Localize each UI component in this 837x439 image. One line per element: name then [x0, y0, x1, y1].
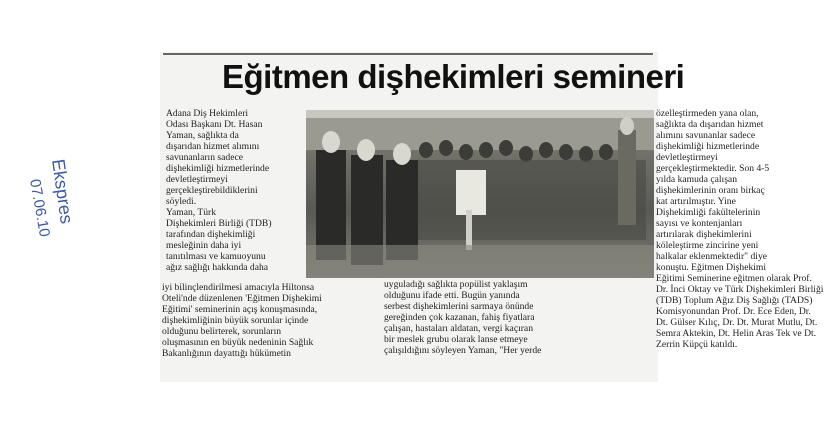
article-line: gereğinden çok kazanan, fahiş fiyatlara	[384, 312, 535, 323]
stamp-publication: Ekspres	[48, 157, 77, 225]
top-rule	[163, 53, 653, 55]
article-line: çalışıldığını söyleyen Yaman, "Her yerde	[384, 345, 542, 356]
article-line: dişhekimlerinin oranı birkaç	[656, 185, 765, 196]
article-line: halkalar eklenmektedir" diye	[656, 251, 767, 262]
article-line: özelleştirmeden yana olan,	[656, 108, 759, 119]
article-column-1	[166, 108, 304, 273]
article-line: iyi bilinçlendirilmesi amacıyla Hiltonsa	[162, 282, 315, 293]
article-line: dişhekimliği hizmetlerinde	[656, 141, 760, 152]
article-line: dişhekimliği hizmetlerinde	[166, 163, 270, 174]
article-line: Dt. Gülser Kılıç, Dr. Dt. Murat Mutlu, Dt.	[656, 317, 818, 328]
article-line: tanıtılması ve kamuoyunu	[166, 251, 266, 262]
article-line: (TDB) Toplum Ağız Diş Sağlığı (TADS)	[656, 295, 813, 306]
article-column-1-continued	[162, 282, 382, 359]
article-line: bir meslek grubu olarak lanse etmeye	[384, 334, 528, 345]
article-line: Komisyonundan Prof. Dr. Ece Eden, Dr.	[656, 306, 811, 317]
article-line: olduğunu belirterek, sorunların	[162, 326, 282, 337]
article-line: Semra Aktekin, Dt. Helin Aras Tek ve Dt.	[656, 328, 817, 339]
article-headline: Eğitmen dişhekimleri semineri	[222, 58, 685, 95]
article-line: devletleştirmeyi	[166, 174, 228, 185]
article-line: serbest dişhekimlerini sarmaya önünde	[384, 301, 534, 312]
article-line: Zerrin Küpçü katıldı.	[656, 339, 738, 350]
article-line: dişhekimliğinin büyük sorunlar içinde	[162, 315, 309, 326]
article-line: Dişhekimleri Birliği (TDB)	[166, 218, 272, 229]
article-line: olduğunu ifade etti. Bugün yanında	[384, 290, 520, 301]
article-line: Bakanlığının dayattığı hükümetin	[162, 348, 291, 359]
article-line: tarafından dişhekimliği	[166, 229, 256, 240]
article-line: yılda kamuda çalışan	[656, 174, 737, 185]
article-line: gerçekleştirmektedir. Son 4-5	[656, 163, 770, 174]
article-line: çalışan, hastaları aldatan, vergi kaçıran	[384, 323, 533, 334]
article-line: mesleğinin daha iyi	[166, 240, 242, 251]
article-line: Yaman, Türk	[166, 207, 217, 218]
stamp-date: 07.06.10	[26, 177, 53, 239]
article-line: Adana Diş Hekimleri	[166, 108, 249, 119]
article-line: ağız sağlığı hakkında daha	[166, 262, 269, 273]
article-column-3	[656, 108, 824, 350]
article-line: Eğitimi Seminerine eğitmen olarak Prof.	[656, 273, 812, 284]
article-line: sağlıkta da dışarıdan hizmet	[656, 119, 764, 130]
article-line: kat artırılmıştır. Yine	[656, 196, 736, 207]
article-line: dışarıdan hizmet alımını	[166, 141, 260, 152]
handwritten-stamp	[22, 150, 82, 290]
article-line: konuştu. Eğitmen Dişhekimi	[656, 262, 767, 273]
article-line: devletleştirmeyi	[656, 152, 718, 163]
article-line: artırılarak dişhekimlerini	[656, 229, 752, 240]
article-line: Odası Başkanı Dt. Hasan	[166, 119, 263, 130]
article-line: sayısı ve kontenjanları	[656, 218, 743, 229]
article-line: uyguladığı sağlıkta popülist yaklaşım	[384, 279, 528, 290]
article-line: Yaman, sağlıkta da	[166, 130, 239, 141]
article-line: Eğitimi' seminerinin açış konuşmasında,	[162, 304, 318, 315]
seminar-photo	[306, 110, 654, 278]
article-line: alımını savunanlar sadece	[656, 130, 756, 141]
article-line: oluşmasının en büyük nedeninin Sağlık	[162, 337, 314, 348]
article-line: söyledi.	[166, 196, 197, 207]
article-line: savunanların sadece	[166, 152, 243, 163]
article-column-2	[384, 279, 646, 356]
article-line: köleleştirme zincirine yeni	[656, 240, 759, 251]
article-line: Dişhekimliği fakültelerinin	[656, 207, 761, 218]
article-line: gerçekleştirebildiklerini	[166, 185, 258, 196]
article-line: Oteli'nde düzenlenen 'Eğitmen Dişhekimi	[162, 293, 322, 304]
article-line: Dr. İnci Oktay ve Türk Dişhekimleri Birliği	[656, 284, 824, 295]
